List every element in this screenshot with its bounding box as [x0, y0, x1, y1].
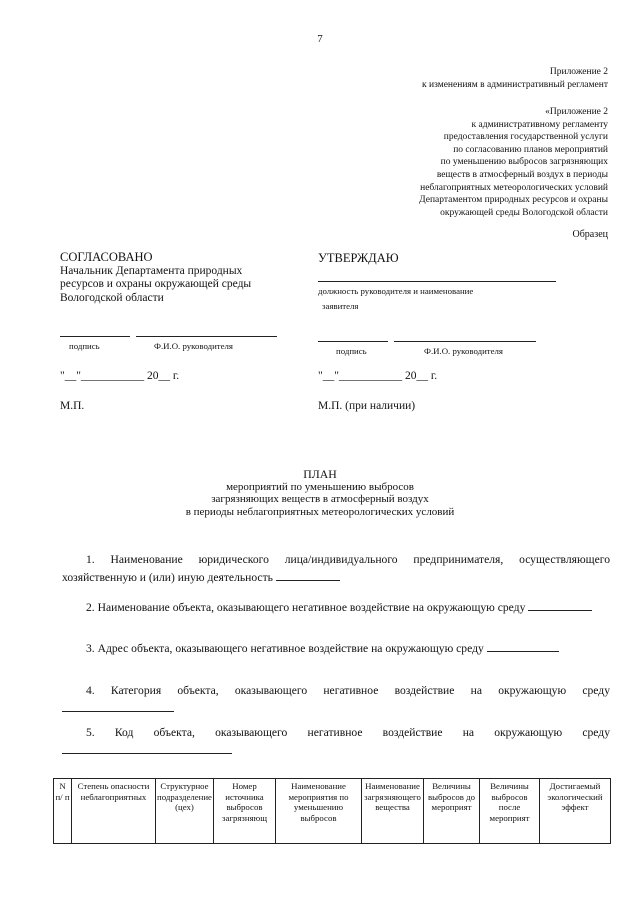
fio-line: [394, 341, 536, 342]
table-header-cell: Номер источника выбросов загрязняющ: [214, 779, 276, 844]
approval-heading-right: УТВЕРЖДАЮ: [318, 251, 399, 265]
item-text: 2. Наименование объекта, оказывающего негативное воздействие на окружающую среду: [86, 601, 526, 614]
fio-label: Ф.И.О. руководителя: [154, 341, 233, 351]
form-item-3: [62, 640, 610, 658]
title-line: ПЛАН: [303, 467, 337, 481]
form-item-4: [62, 682, 610, 718]
date-field: "__"___________ 20__ г.: [60, 370, 180, 382]
date-field: "__"___________ 20__ г.: [318, 370, 438, 382]
appendix-line: «Приложение 2: [545, 107, 608, 117]
signature-label: подпись: [336, 346, 367, 356]
appendix-line: к административному регламенту: [471, 119, 608, 130]
fill-line: [528, 610, 592, 611]
position-label-cont: заявителя: [322, 301, 359, 311]
title-line: мероприятий по уменьшению выбросов: [226, 480, 414, 493]
signature-line: [60, 336, 130, 337]
position-line: [318, 281, 556, 282]
fill-line: [276, 580, 340, 581]
plan-table: [53, 778, 611, 844]
item-text: 1. Наименование юридического лица/индивидуального предпринимателя, осуществляющего хозяйственную и (или) иную деятельность: [62, 553, 610, 584]
appendix-reference-quoted: [419, 106, 608, 219]
table-header-cell: Степень опасности неблагоприятных: [72, 779, 156, 844]
appendix-line: окружающей среды Вологодской области: [440, 207, 608, 218]
approval-heading: СОГЛАСОВАНО: [60, 250, 153, 264]
approver-line: Начальник Департамента природных: [60, 264, 243, 277]
signature-line: [318, 341, 388, 342]
appendix-line: предоставления государственной услуги: [443, 132, 608, 143]
appendix-line: веществ в атмосферный воздух в периоды: [436, 169, 608, 180]
approval-block-left: [60, 251, 300, 305]
table-header-cell: Величины выбросов до мероприят: [424, 779, 480, 844]
item-text: 3. Адрес объекта, оказывающего негативное воздействие на окружающую среду: [86, 642, 484, 655]
fill-line: [62, 753, 232, 754]
item-text: 4. Категория объекта, оказывающего негативное воздействие на окружающую среду: [86, 684, 610, 697]
table-header-cell: N п/ п: [54, 779, 72, 844]
appendix-line: к изменениям в административный регламент: [422, 79, 608, 90]
table-header-cell: Структурное подразделение (цех): [156, 779, 214, 844]
page-number: 7: [317, 33, 323, 45]
table-header-cell: Наименование загрязняющего вещества: [362, 779, 424, 844]
table-header-cell: Величины выбросов после мероприят: [480, 779, 540, 844]
table-header-cell: Достигаемый экологический эффект: [540, 779, 611, 844]
stamp-label: М.П. (при наличии): [318, 400, 416, 412]
item-text: 5. Код объекта, оказывающего негативное воздействие на окружающую среду: [86, 726, 610, 739]
sample-label: Образец: [572, 229, 608, 240]
approver-line: ресурсов и охраны окружающей среды: [60, 278, 252, 290]
form-item-5: [62, 724, 610, 760]
fio-label: Ф.И.О. руководителя: [424, 346, 503, 356]
appendix-reference: [422, 66, 608, 91]
approver-line: Вологодской области: [60, 291, 164, 304]
fill-line: [62, 711, 174, 712]
position-label: должность руководителя и наименование: [318, 286, 474, 296]
form-item-1: [62, 551, 610, 587]
signature-label: подпись: [69, 341, 100, 351]
fio-line: [136, 336, 277, 337]
fill-line: [487, 651, 559, 652]
appendix-line: Приложение 2: [549, 67, 608, 77]
document-title: [0, 468, 640, 518]
appendix-line: Департаментом природных ресурсов и охраны: [419, 195, 608, 206]
stamp-label: М.П.: [60, 400, 85, 412]
appendix-line: по согласованию планов мероприятий: [453, 144, 608, 155]
title-line: загрязняющих веществ в атмосферный воздух: [211, 493, 429, 505]
title-line: в периоды неблагоприятных метеорологических условий: [185, 505, 455, 518]
table-header-row: [54, 779, 611, 844]
appendix-line: по уменьшению выбросов загрязняющих: [440, 157, 608, 168]
table-header-cell: Наименование мероприятия по уменьшению выбросов: [276, 779, 362, 844]
form-item-2: [62, 599, 610, 617]
appendix-line: неблагоприятных метеорологических условий: [420, 182, 608, 193]
